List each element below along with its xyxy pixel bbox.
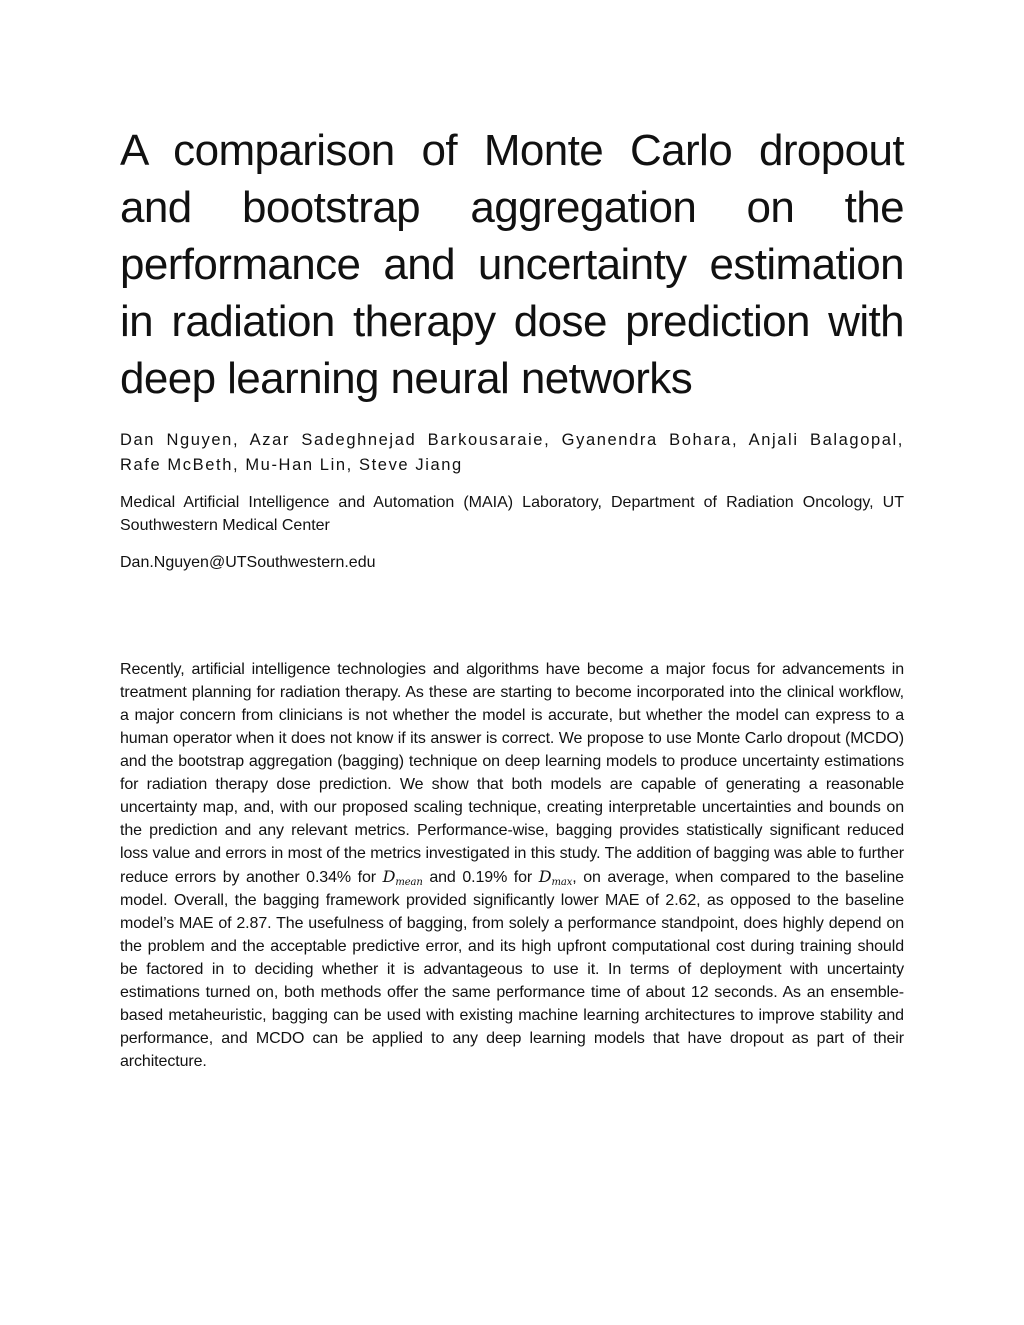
paper-page (120, 0, 904, 1325)
abstract (120, 658, 904, 1073)
math-d-mean-base: D (382, 867, 396, 886)
author-list: Dan Nguyen, Azar Sadeghnejad Barkousaraie, Gyanendra Bohara, Anjali Balagopal, Rafe McBeth, Mu-Han Lin, Steve Jiang (120, 431, 904, 474)
math-d-mean (383, 867, 423, 886)
paper-title: A comparison of Monte Carlo dropout and bootstrap aggregation on the performance and uncertainty estimation in radiation therapy dose prediction with deep learning neural networks (120, 126, 904, 403)
abstract-text-part-3: , on average, when compared to the baseline model. Overall, the bagging framework provided significantly lower MAE of 2.62, as opposed to the baseline model’s MAE of 2.87. The usefulness of bagging, from solely a performance standpoint, does highly depend on the problem and the acceptable predictive error, and its high upfront computational cost during training should be factored in to deciding whether it is advantageous to use it. In terms of deployment with uncertainty estimations turned on, both methods offer the same performance time of about 12 seconds. As an ensemble-based metaheuristic, bagging can be used with existing machine learning architectures to improve stability and performance, and MCDO can be applied to any deep learning models that have dropout as part of their architecture. (120, 869, 904, 1070)
math-d-max-subscript: max (551, 877, 573, 888)
math-d-mean-subscript: mean (395, 877, 423, 888)
contact-email: Dan.Nguyen@UTSouthwestern.edu (120, 554, 376, 571)
math-d-max (539, 867, 573, 886)
abstract-text-part-2: and 0.19% for (422, 869, 539, 886)
abstract-text-part-1: Recently, artificial intelligence technologies and algorithms have become a major focus for advancements in treatment planning for radiation therapy. As these are starting to become incorporated into the clinical workflow, a major concern from clinicians is not whether the model is accurate, but whether the model can express to a human operator when it does not know if its answer is correct. We propose to use Monte Carlo dropout (MCDO) and the bootstrap aggregation (bagging) technique on deep learning models to produce uncertainty estimations for radiation therapy dose prediction. We show that both models are capable of generating a reasonable uncertainty map, and, with our proposed scaling technique, creating interpretable uncertainties and bounds on the prediction and any relevant metrics. Performance-wise, bagging provides statistically significant reduced loss value and errors in most of the metrics investigated in this study. The addition of bagging was able to further reduce errors by another 0.34% for (120, 661, 904, 886)
math-d-max-base: D (538, 867, 552, 886)
affiliation: Medical Artificial Intelligence and Automation (MAIA) Laboratory, Department of Radiation Oncology, UT Southwestern Medical Center (120, 494, 904, 534)
